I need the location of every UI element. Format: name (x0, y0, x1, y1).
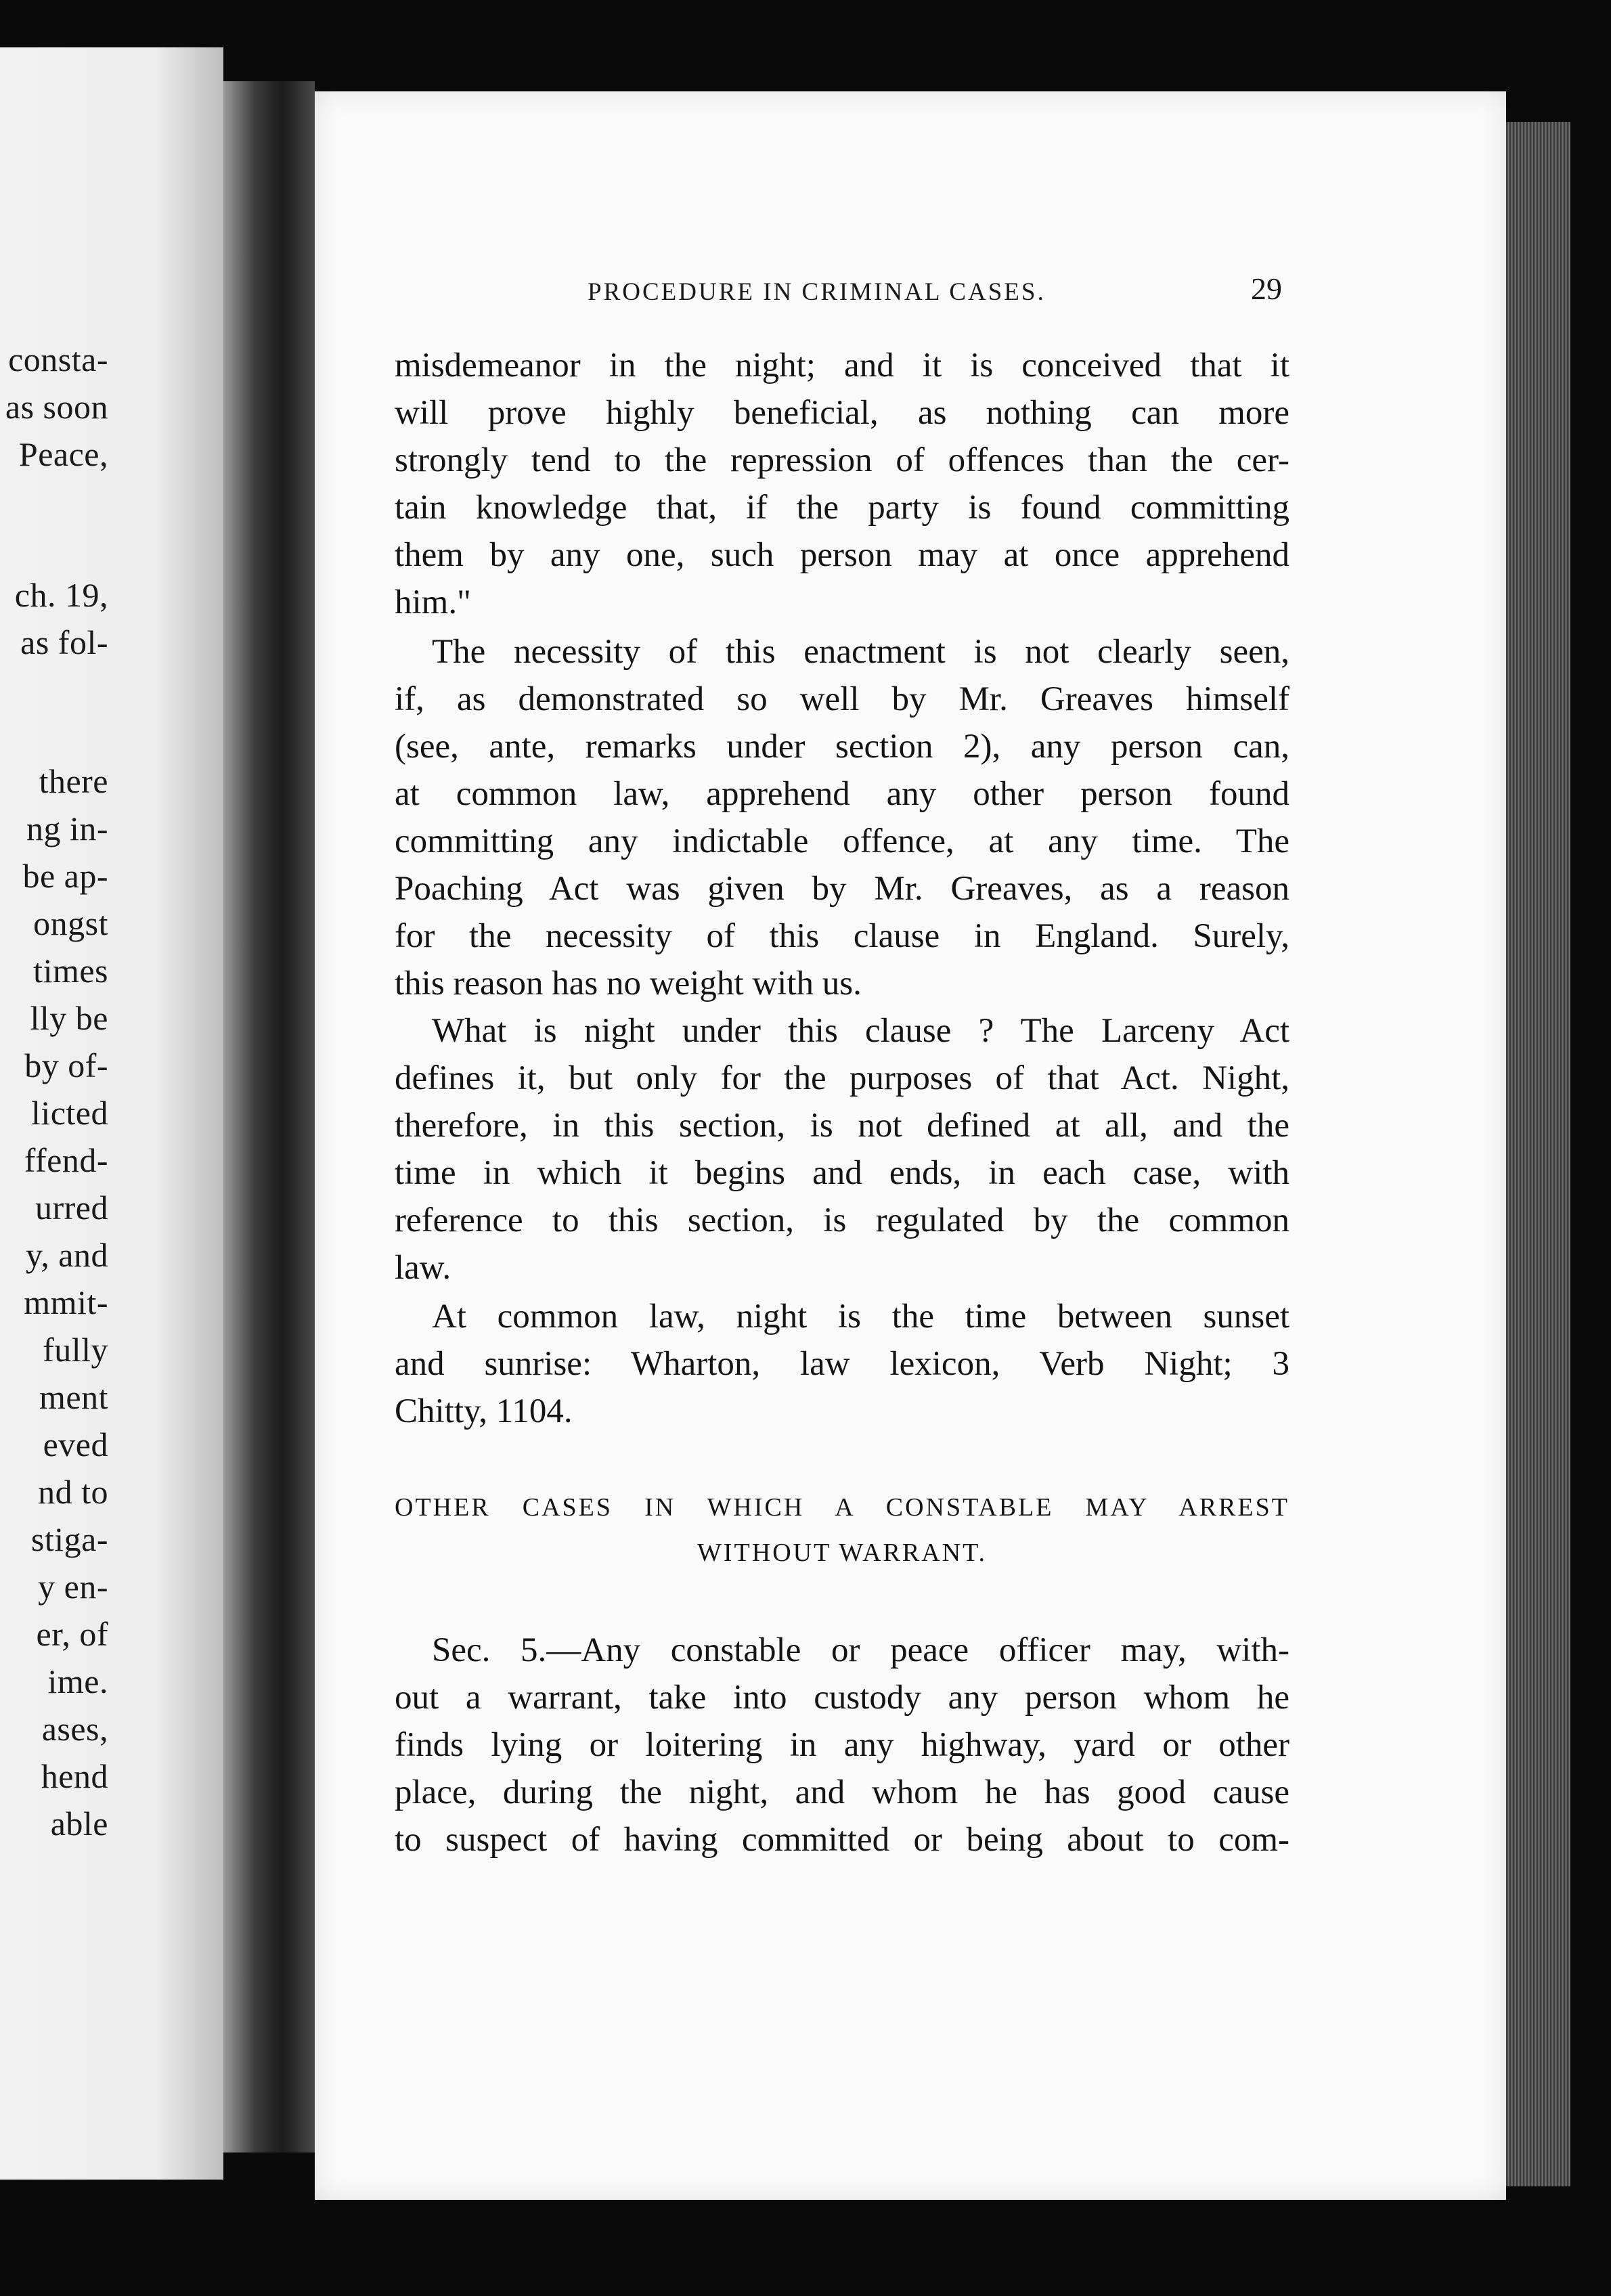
left-page-fragment: mmit- (24, 1283, 108, 1321)
running-head: PROCEDURE IN CRIMINAL CASES. (588, 278, 1046, 306)
section-heading: OTHER CASES IN WHICH A CONSTABLE MAY ARREST (395, 1493, 1289, 1522)
left-page-fragment: as fol- (20, 623, 108, 661)
left-page-fragment: ment (39, 1378, 108, 1416)
body-text-line: will prove highly beneficial, as nothing can more (395, 394, 1289, 432)
body-text-line: tain knowledge that, if the party is found committing (395, 489, 1289, 527)
left-page-fragment: ch. 19, (14, 576, 108, 614)
left-page-fragment: be ap- (22, 857, 108, 895)
page-number: 29 (1251, 271, 1282, 306)
body-text-line: him." (395, 583, 471, 621)
body-text-line: defines it, but only for the purposes of that Act. Night, (395, 1059, 1289, 1097)
section-heading: WITHOUT WARRANT. (697, 1539, 987, 1567)
left-page-fragment: urred (35, 1189, 108, 1227)
left-page-fragment: hend (41, 1757, 108, 1795)
left-page-fragment: y en- (38, 1568, 108, 1606)
left-page-fragment: lly be (30, 999, 108, 1037)
body-text-line: this reason has no weight with us. (395, 965, 862, 1002)
body-text-line: law. (395, 1249, 451, 1287)
body-text-line: at common law, apprehend any other person found (395, 775, 1289, 813)
left-page-fragment: Peace, (18, 435, 108, 473)
body-text-line: them by any one, such person may at once apprehend (395, 536, 1289, 574)
page-edges (1506, 122, 1570, 2186)
left-page-fragment: nd to (38, 1473, 108, 1511)
book-gutter-shadow (223, 81, 315, 2152)
body-text-line: strongly tend to the repression of offences than the cer- (395, 441, 1289, 479)
body-text-line: The necessity of this enactment is not clearly seen, (432, 633, 1289, 671)
left-page-fragment: stiga- (30, 1520, 108, 1558)
body-text-line: Poaching Act was given by Mr. Greaves, as a reason (395, 870, 1289, 908)
left-page-fragment: er, of (36, 1615, 108, 1653)
body-text-line: Chitty, 1104. (395, 1392, 573, 1430)
left-page-fragment: ongst (33, 904, 108, 942)
body-text-line: finds lying or loitering in any highway, yard or other (395, 1726, 1289, 1764)
body-text-line: time in which it begins and ends, in each case, with (395, 1154, 1289, 1192)
body-text-line: to suspect of having committed or being about to com- (395, 1821, 1289, 1859)
left-page-fragment: ffend- (24, 1141, 108, 1179)
left-page-fragment: licted (30, 1094, 108, 1132)
body-text-line: (see, ante, remarks under section 2), any person can, (395, 728, 1289, 766)
body-text-line: committing any indictable offence, at any time. The (395, 822, 1289, 860)
left-page-fragment: fully (43, 1331, 108, 1369)
left-page-fragment: ime. (47, 1662, 108, 1700)
body-text-line: for the necessity of this clause in England. Surely, (395, 917, 1289, 955)
left-page-fragment: able (50, 1805, 108, 1842)
body-text-line: and sunrise: Wharton, law lexicon, Verb Night; 3 (395, 1345, 1289, 1383)
body-text-line: misdemeanor in the night; and it is conceived that it (395, 347, 1289, 384)
left-page-fragment: ng in- (26, 810, 108, 847)
left-page-fragment: eved (43, 1426, 108, 1463)
left-page-fragment: ases, (41, 1710, 108, 1748)
left-page-fragment: by of- (24, 1046, 108, 1084)
left-page-fragment: as soon (5, 388, 108, 426)
body-text-line: if, as demonstrated so well by Mr. Greaves himself (395, 680, 1289, 718)
body-text-line: therefore, in this section, is not defined at all, and the (395, 1107, 1289, 1145)
left-page-fragment: times (33, 952, 108, 990)
left-facing-page (0, 47, 223, 2180)
body-text-line: place, during the night, and whom he has good cause (395, 1773, 1289, 1811)
left-page-fragment: y, and (26, 1236, 108, 1274)
body-text-line: out a warrant, take into custody any person whom he (395, 1679, 1289, 1717)
body-text-line: What is night under this clause ? The Larceny Act (432, 1012, 1289, 1050)
body-text-line: Sec. 5.—Any constable or peace officer may, with- (432, 1631, 1289, 1669)
left-page-fragment: consta- (8, 340, 108, 378)
body-text-line: reference to this section, is regulated by the common (395, 1201, 1289, 1239)
body-text-line: At common law, night is the time between sunset (432, 1298, 1289, 1335)
left-page-fragment: there (39, 762, 108, 800)
